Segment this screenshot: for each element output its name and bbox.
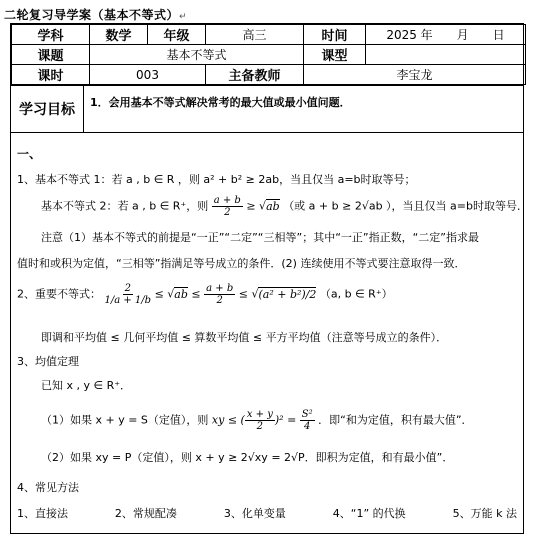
topic-label: 课题 <box>12 45 90 65</box>
qm-term: ≤ √(a² + b²)/2 <box>238 287 317 301</box>
mean-theorem-heading: 3、均值定理 <box>17 355 79 368</box>
grade-label: 年级 <box>148 25 206 45</box>
method-item: 1、直接法 <box>17 507 68 520</box>
type-label: 课型 <box>304 45 366 65</box>
theorem-case-2: （2）如果 xy = P（定值），则 x + y ≥ 2√xy = 2√P．即积为定值，和有最小值”． <box>41 451 454 464</box>
teacher-value: 李宝龙 <box>304 65 526 85</box>
theorem-case-1-prefix: （1）如果 x + y = S（定值），则 <box>41 413 209 427</box>
s-squared-fraction: $\frac{\text{S²}}{4}$ <box>301 409 313 432</box>
method-item: 4、“1” 的代换 <box>332 507 406 520</box>
inequality-2-suffix: （或 a + b ≥ 2√ab ），当且仅当 a=b时取等号． <box>283 199 528 213</box>
method-item: 5、万能 k 法 <box>452 507 517 520</box>
note-line-1: 注意（1）基本不等式的前提是“一正”“二定”“三相等”；其中“一正”指正数，“二定”指求最 <box>41 231 479 244</box>
document-title: 二轮复习导学案（基本不等式）↵ <box>4 8 188 22</box>
theorem-case-1 <box>41 409 473 432</box>
theorem-case-1-suffix: ．即“和为定值，积有最大值”． <box>318 413 473 427</box>
am-fraction: $\frac{a + b}{2}$ <box>213 195 241 218</box>
half-sum-fraction: $\frac{x + y}{2}$ <box>246 409 273 432</box>
period-value: 003 <box>90 65 206 85</box>
grade-value: 高三 <box>206 25 304 45</box>
important-inequality <box>17 283 393 306</box>
content-area <box>11 132 528 533</box>
harmonic-mean: $\frac{2}{1/a + 1/b}$ <box>104 283 152 306</box>
inequality-2 <box>41 195 528 218</box>
method-item: 3、化单变量 <box>223 507 286 520</box>
subject-value: 数学 <box>90 25 148 45</box>
inequality-1: 1、基本不等式 1：若 a , b ∈ R ，则 a² + b² ≥ 2ab，当且仅当 a=b时取等号； <box>17 173 416 186</box>
type-value <box>366 45 526 65</box>
time-label: 时间 <box>304 25 366 45</box>
note-line-2: 值时和或积为定值，“三相等”指满足等号成立的条件．(2) 连续使用不等式要注意取得一致． <box>17 257 466 270</box>
square-term: )² = <box>274 413 297 427</box>
given-line: 已知 x , y ∈ R⁺． <box>41 379 132 392</box>
methods-heading: 4、常见方法 <box>17 481 79 494</box>
important-inequality-domain: （a, b ∈ R⁺） <box>319 287 393 301</box>
learning-goal-text: 1．会用基本不等式解决常考的最大值或最小值问题． <box>90 96 351 109</box>
learning-goal-label: 学习目标 <box>11 86 84 132</box>
subject-label: 学科 <box>12 25 90 45</box>
inequality-2-prefix: 基本不等式 2：若 a , b ∈ R⁺，则 <box>41 199 209 213</box>
period-label: 课时 <box>12 65 90 85</box>
mean-order-line: 即调和平均值 ≤ 几何平均值 ≤ 算数平均值 ≤ 平方平均值（注意等号成立的条件）． <box>41 331 448 344</box>
lesson-plan-table <box>10 23 528 534</box>
xy-term: xy ≤ ( <box>211 413 245 427</box>
section-one-heading: 一、 <box>17 147 42 161</box>
topic-value: 基本不等式 <box>90 45 304 65</box>
gm-root: ≥ √ab <box>246 199 280 213</box>
teacher-label: 主备教师 <box>206 65 304 85</box>
header-table <box>11 24 526 85</box>
gm-term: ≤ √ab ≤ <box>154 287 201 301</box>
am-term: $\frac{a + b}{2}$ <box>206 283 234 306</box>
important-inequality-label: 2、重要不等式： <box>17 287 101 301</box>
methods-list <box>17 505 517 521</box>
time-value: 2025 年 月 日 <box>366 25 526 45</box>
learning-goal-row <box>11 85 523 132</box>
method-item: 2、常规配凑 <box>114 507 177 520</box>
